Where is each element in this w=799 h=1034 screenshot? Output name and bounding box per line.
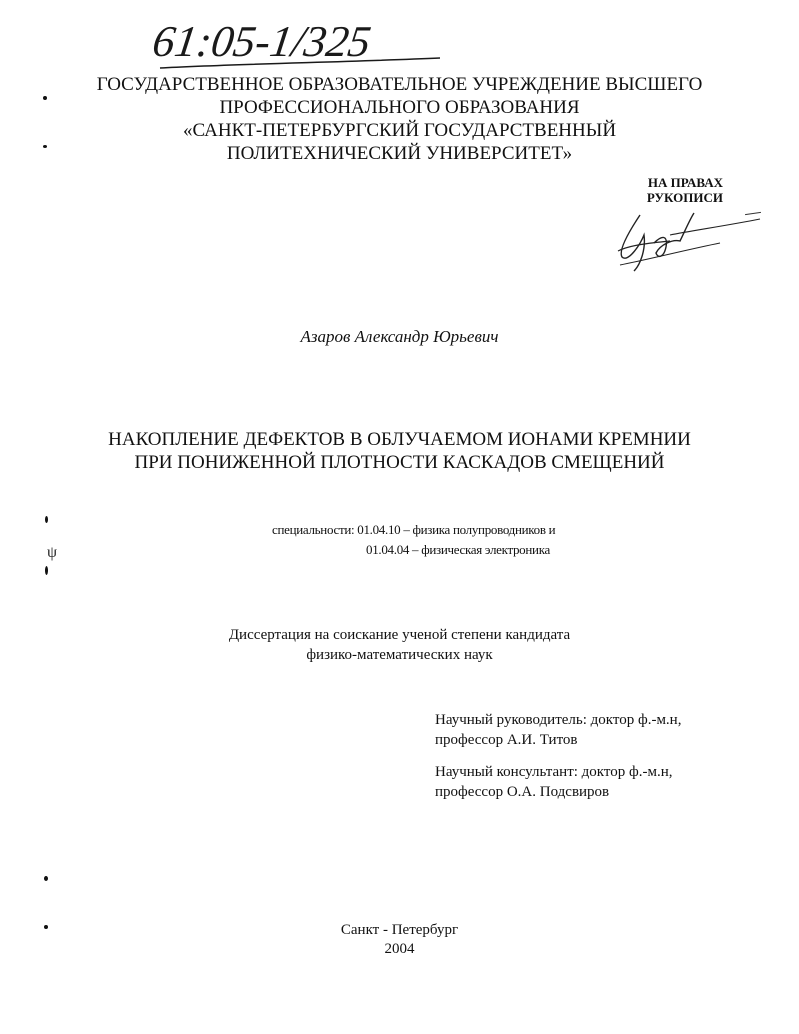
manuscript-rights-notice — [647, 175, 723, 205]
institution-line-4: ПОЛИТЕХНИЧЕСКИЙ УНИВЕРСИТЕТ» — [226, 143, 573, 164]
institution-header — [0, 73, 799, 165]
scan-mark — [43, 96, 47, 100]
scan-mark: ψ — [47, 544, 58, 561]
supervisor-line-1: Научный руководитель: доктор ф.-м.н, — [435, 712, 682, 728]
city: Санкт - Петербург — [340, 922, 459, 938]
svg-text:61:05-1/325: 61:05-1/325 — [150, 17, 374, 66]
place-and-year — [0, 921, 799, 959]
handwritten-catalog-number — [150, 6, 450, 74]
institution-line-2: ПРОФЕССИОНАЛЬНОГО ОБРАЗОВАНИЯ — [219, 97, 580, 118]
degree-statement — [0, 625, 799, 665]
scan-mark — [44, 876, 48, 881]
specialty-line-1: специальности: 01.04.10 – физика полупроводников и — [272, 522, 556, 537]
supervisor-line-2: профессор А.И. Титов — [435, 732, 578, 748]
scientific-supervisor — [435, 710, 681, 750]
specialties — [272, 520, 555, 560]
scientific-consultant — [435, 762, 672, 802]
rights-line-1: НА ПРАВАХ — [647, 175, 723, 190]
dissertation-title — [0, 428, 799, 474]
author-name: Азаров Александр Юрьевич — [300, 327, 499, 346]
consultant-line-2: профессор О.А. Подсвиров — [435, 784, 610, 800]
degree-line-1: Диссертация на соискание ученой степени кандидата — [228, 627, 571, 643]
degree-line-2: физико-математических наук — [306, 647, 493, 663]
rights-line-2: РУКОПИСИ — [646, 190, 723, 205]
title-line-1: НАКОПЛЕНИЕ ДЕФЕКТОВ В ОБЛУЧАЕМОМ ИОНАМИ КРЕМНИИ — [108, 429, 691, 450]
title-line-2: ПРИ ПОНИЖЕННОЙ ПЛОТНОСТИ КАСКАДОВ СМЕЩЕНИЙ — [134, 452, 665, 473]
scan-mark — [45, 516, 48, 523]
scan-mark — [43, 145, 47, 148]
scan-mark — [44, 925, 48, 929]
author-signature — [610, 205, 770, 275]
institution-line-3: «САНКТ-ПЕТЕРБУРГСКИЙ ГОСУДАРСТВЕННЫЙ — [182, 120, 617, 141]
scan-mark — [45, 566, 48, 575]
institution-line-1: ГОСУДАРСТВЕННОЕ ОБРАЗОВАТЕЛЬНОЕ УЧРЕЖДЕНИЕ ВЫСШЕГО — [96, 74, 703, 95]
specialty-line-2: 01.04.04 – физическая электроника — [366, 542, 550, 557]
consultant-line-1: Научный консультант: доктор ф.-м.н, — [435, 764, 673, 780]
year: 2004 — [384, 941, 415, 957]
